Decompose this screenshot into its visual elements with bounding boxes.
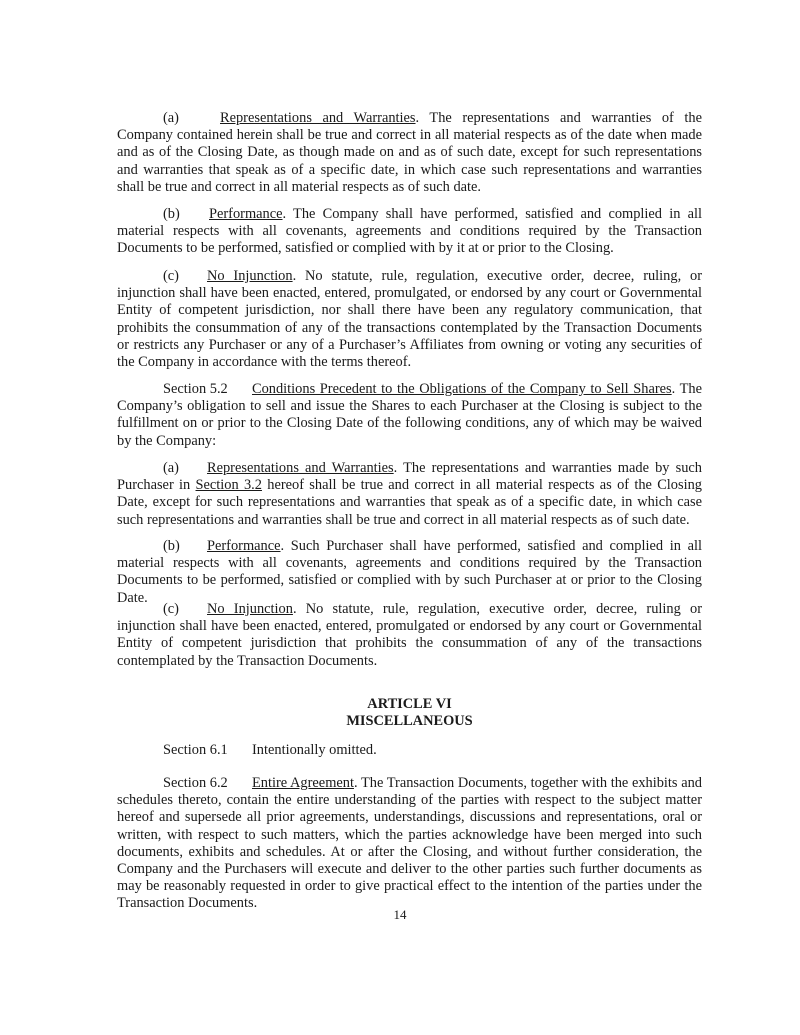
section-6-1	[117, 742, 702, 759]
section-label: Section 6.1	[163, 742, 228, 758]
clause-5-2-a	[117, 460, 702, 529]
clause-number: (b)	[163, 206, 180, 222]
section-label: Section 5.2	[163, 381, 228, 397]
clause-title: Performance	[209, 206, 283, 222]
section-title: Conditions Precedent to the Obligations of the Company to Sell Shares	[252, 381, 672, 397]
clause-body-continued: hereof shall be true and correct in all material respects as of the Closing Date, except for such representations and warranties that speak as of a specific date, in which case such representations and warranties shall be true and correct in all material respects as of such date.	[117, 477, 702, 528]
section-reference-link[interactable]: Section 3.2	[195, 477, 262, 494]
article-number: ARTICLE VI	[367, 696, 452, 712]
article-heading	[117, 696, 702, 730]
section-label: Section 6.2	[163, 775, 228, 791]
section-body: . The Transaction Documents, together with the exhibits and schedules thereto, contain the entire understanding of the parties with respect to the subject matter hereof and supersede all prior agreements, understandings, discussions and representations, oral or written, with respect to such matters, which the parties acknowledge have been merged into such documents, exhibits and schedules. At or after the Closing, and without further consideration, the Company and the Purchasers will execute and deliver to the other parties such further documents as may be reasonably requested in order to give practical effect to the intention of the parties under the Transaction Documents.	[117, 775, 702, 912]
clause-5-1-c	[117, 268, 702, 371]
section-body: Intentionally omitted.	[252, 742, 377, 758]
clause-title: Representations and Warranties	[220, 110, 416, 126]
clause-body: . The Company shall have performed, satisfied and complied in all material respects with all covenants, agreements and conditions required by the Transaction Documents to be performed, satisfied or complied with by it at or prior to the Closing.	[117, 206, 702, 257]
clause-body: . Such Purchaser shall have performed, satisfied and complied in all material respects with all covenants, agreements and conditions required by the Transaction Documents to be performed, satisfied or complied with by such Purchaser at or prior to the Closing Date.	[117, 538, 702, 606]
clause-body: . The representations and warranties of the Company contained herein shall be true and correct in all material respects as of the date when made and as of the Closing Date, as though made on and as of such date, except for such representations and warranties that speak as of a specific date, in which case such representations and warranties shall be true and correct in all material respects as of such date.	[117, 110, 702, 195]
clause-title: No Injunction	[207, 268, 293, 284]
section-title: Entire Agreement	[252, 775, 354, 791]
clause-number: (a)	[163, 460, 179, 476]
clause-5-2-c	[117, 601, 702, 670]
clause-5-2-b	[117, 538, 702, 607]
clause-body: . No statute, rule, regulation, executive order, decree, ruling or injunction shall have been enacted, entered, promulgated or endorsed by any court or Governmental Entity of competent jurisdiction that prohibits the consummation of any of the transactions contemplated by the Transaction Documents.	[117, 601, 702, 669]
clause-title: Performance	[207, 538, 281, 554]
section-5-2	[117, 381, 702, 450]
clause-5-1-b	[117, 206, 702, 258]
clause-5-1-a	[117, 110, 702, 196]
clause-body: . No statute, rule, regulation, executive order, decree, ruling, or injunction shall have been enacted, entered, promulgated, or endorsed by any court or Governmental Entity of competent jurisdiction, nor shall there have been any regulatory communication, that prohibits the consummation of any of the transactions contemplated by the Transaction Documents or restricts any Purchaser or any of a Purchaser’s Affiliates from owning or voting any securities of the Company in accordance with the terms thereof.	[117, 268, 702, 371]
clause-number: (c)	[163, 268, 179, 284]
page-number: 14	[393, 907, 407, 922]
clause-title: Representations and Warranties	[207, 460, 394, 476]
clause-number: (b)	[163, 538, 180, 554]
clause-title: No Injunction	[207, 601, 293, 617]
article-title: MISCELLANEOUS	[346, 713, 473, 730]
section-body: . The Company’s obligation to sell and issue the Shares to each Purchaser at the Closing is subject to the fulfillment on or prior to the Closing Date of the following conditions, any of which may be waived by the Company:	[117, 381, 702, 449]
clause-number: (c)	[163, 601, 179, 617]
clause-body: . The representations and warranties made by such Purchaser in	[117, 460, 702, 494]
clause-number: (a)	[163, 110, 179, 126]
section-6-2	[117, 775, 702, 913]
